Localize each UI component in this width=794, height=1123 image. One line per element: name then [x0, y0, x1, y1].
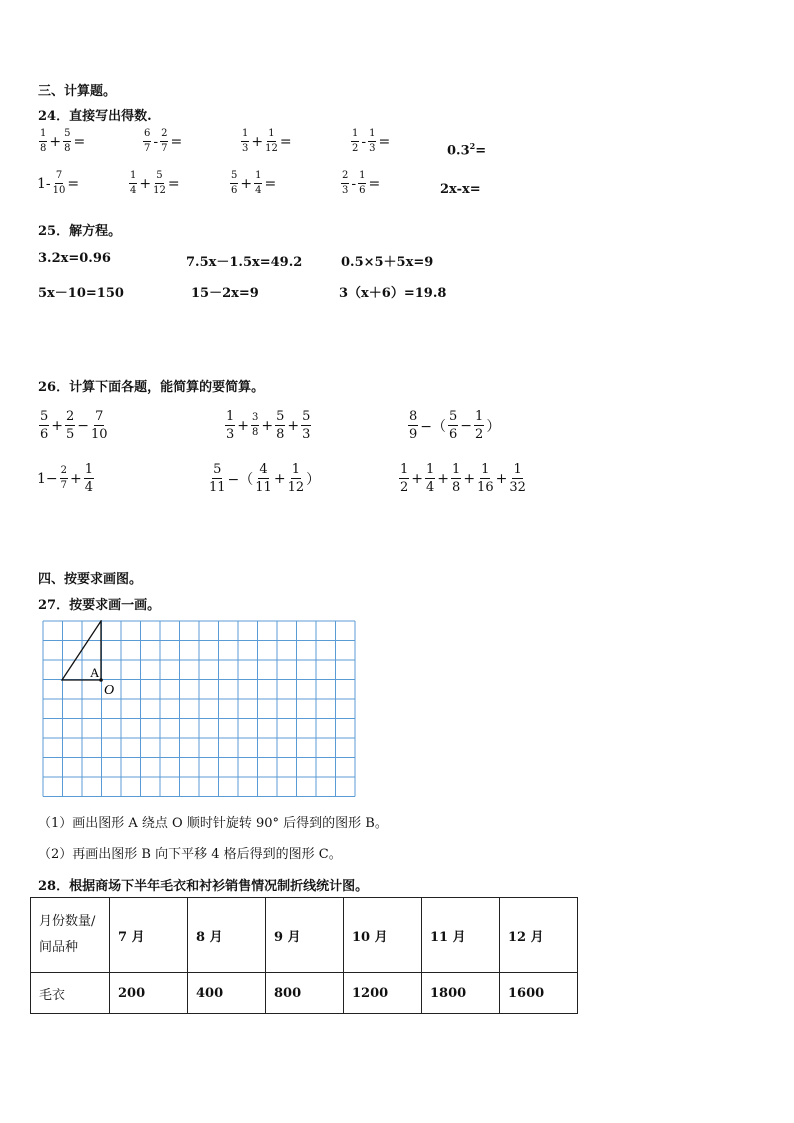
operator: −（ — [227, 471, 254, 488]
expression-5 — [208, 463, 321, 494]
operator: - — [361, 133, 367, 150]
fraction: $\frac{1}{3}$ — [226, 409, 235, 442]
operator: - — [153, 133, 159, 150]
fraction: $\frac{2}{5}$ — [66, 409, 75, 442]
fraction: $\frac{7}{10}$ — [52, 170, 66, 196]
point-o — [99, 678, 103, 682]
month-header: 12 月 — [500, 898, 578, 973]
operator: 1- — [37, 175, 51, 192]
month-header: 10 月 — [344, 898, 422, 973]
operator: + — [463, 470, 476, 487]
operator: + — [261, 417, 274, 434]
question-27-prompt: 27．按要求画一画。 — [38, 598, 161, 613]
section-title: 三、计算题。 — [38, 84, 117, 99]
equation: 3（x＋6）=19.8 — [339, 286, 447, 301]
fraction: $\frac{5}{12}$ — [153, 170, 166, 196]
mental-math-item — [142, 129, 183, 154]
fraction: $\frac{1}{3}$ — [242, 128, 249, 154]
expression-2 — [224, 410, 312, 441]
fraction: $\frac{1}{6}$ — [359, 170, 366, 196]
mental-math-item — [240, 129, 293, 154]
algebra-expression: 2x-x= — [440, 182, 481, 197]
fraction: $\frac{1}{2}$ — [475, 409, 484, 442]
drawing-grid — [42, 620, 360, 800]
fraction: $\frac{7}{10}$ — [91, 409, 108, 442]
table-cell: 1600 — [500, 973, 578, 1014]
sales-table — [30, 897, 578, 1014]
month-header: 9 月 — [266, 898, 344, 973]
fraction: $\frac{5}{11}$ — [209, 462, 226, 495]
mental-math-item — [36, 171, 80, 196]
fraction: $\frac{5}{6}$ — [231, 170, 238, 196]
expression-6 — [398, 463, 527, 494]
fraction: $\frac{3}{8}$ — [252, 412, 259, 438]
operator: + — [237, 417, 250, 434]
fraction: $\frac{1}{2}$ — [400, 462, 409, 495]
expression-1 — [38, 410, 109, 441]
label-a: A — [90, 665, 100, 680]
equation: 7.5x－1.5x=49.2 — [186, 255, 303, 270]
task-1: （1）画出图形 A 绕点 O 顺时针旋转 90° 后得到的图形 B。 — [38, 816, 388, 831]
operator: 1− — [37, 470, 58, 487]
fraction: $\frac{4}{11}$ — [255, 462, 272, 495]
operator: − — [460, 417, 473, 434]
mental-math-item — [340, 171, 381, 196]
fraction: $\frac{1}{4}$ — [130, 170, 137, 196]
fraction: $\frac{1}{12}$ — [265, 128, 278, 154]
equation: 3.2x=0.96 — [38, 251, 111, 266]
operator: −（ — [420, 418, 447, 435]
power-expression: $0.3^2=$ — [447, 141, 487, 159]
operator: = — [279, 133, 292, 150]
question-24-prompt: 24．直接写出得数. — [38, 109, 152, 124]
operator: + — [495, 470, 508, 487]
fraction: $\frac{1}{4}$ — [84, 462, 94, 495]
equation: 0.5×5＋5x=9 — [341, 255, 434, 270]
fraction: $\frac{1}{12}$ — [287, 462, 305, 495]
expression-3 — [407, 410, 501, 441]
operator: + — [139, 175, 152, 192]
operator: + — [51, 417, 64, 434]
table-row — [31, 973, 578, 1014]
operator: + — [411, 470, 424, 487]
month-header: 8 月 — [188, 898, 266, 973]
fraction: $\frac{6}{7}$ — [144, 128, 151, 154]
expression-4 — [36, 463, 95, 494]
fraction: $\frac{1}{4}$ — [255, 170, 262, 196]
table-cell: 800 — [266, 973, 344, 1014]
question-28-prompt: 28．根据商场下半年毛衣和衬衫销售情况制折线统计图。 — [38, 879, 369, 894]
table-cell: 400 — [188, 973, 266, 1014]
mental-math-item — [229, 171, 277, 196]
fraction: $\frac{1}{16}$ — [477, 462, 494, 495]
fraction: $\frac{5}{8}$ — [276, 409, 285, 442]
mental-math-item — [350, 129, 391, 154]
month-header: 7 月 — [110, 898, 188, 973]
operator: + — [437, 470, 450, 487]
row-label: 毛衣 — [31, 973, 110, 1014]
grid-lines — [43, 621, 355, 797]
operator: = — [73, 133, 86, 150]
fraction: $\frac{1}{2}$ — [352, 128, 359, 154]
operator: = — [167, 175, 180, 192]
month-header: 11 月 — [422, 898, 500, 973]
operator: = — [67, 175, 80, 192]
fraction: $\frac{5}{6}$ — [40, 409, 49, 442]
table-header-row — [31, 898, 578, 973]
question-25-prompt: 25．解方程。 — [38, 224, 122, 239]
fraction: $\frac{5}{8}$ — [64, 128, 71, 154]
operator: ） — [486, 418, 501, 435]
fraction: $\frac{2}{3}$ — [342, 170, 349, 196]
fraction: $\frac{1}{8}$ — [452, 462, 461, 495]
operator: + — [273, 470, 286, 487]
fraction: $\frac{5}{3}$ — [302, 409, 311, 442]
equation: 15－2x=9 — [191, 286, 259, 301]
table-cell: 200 — [110, 973, 188, 1014]
question-26-prompt: 26．计算下面各题，能简算的要简算。 — [38, 380, 265, 395]
operator: + — [240, 175, 253, 192]
table-cell: 1800 — [422, 973, 500, 1014]
operator: = — [368, 175, 381, 192]
label-o: O — [104, 683, 115, 698]
operator: − — [77, 417, 90, 434]
operator: = — [170, 133, 183, 150]
table-cell: 1200 — [344, 973, 422, 1014]
operator: + — [49, 133, 62, 150]
task-2: （2）再画出图形 B 向下平移 4 格后得到的图形 C。 — [38, 847, 342, 862]
fraction: $\frac{2}{7}$ — [161, 128, 168, 154]
operator: + — [287, 417, 300, 434]
operator: = — [378, 133, 391, 150]
fraction: $\frac{1}{32}$ — [509, 462, 526, 495]
fraction: $\frac{1}{8}$ — [40, 128, 47, 154]
fraction: $\frac{5}{6}$ — [449, 409, 458, 442]
operator: + — [251, 133, 264, 150]
operator: + — [70, 470, 82, 487]
fraction: $\frac{1}{3}$ — [369, 128, 376, 154]
mental-math-item — [128, 171, 181, 196]
corner-cell: 月份数量/ 间品种 — [31, 898, 110, 973]
fraction: $\frac{2}{7}$ — [60, 465, 68, 491]
fraction: $\frac{1}{4}$ — [426, 462, 435, 495]
operator: - — [351, 175, 357, 192]
mental-math-item — [38, 129, 86, 154]
operator: = — [264, 175, 277, 192]
operator: ） — [306, 471, 321, 488]
equation: 5x－10=150 — [38, 286, 124, 301]
section-title: 四、按要求画图。 — [38, 572, 143, 587]
fraction: $\frac{8}{9}$ — [409, 409, 418, 442]
